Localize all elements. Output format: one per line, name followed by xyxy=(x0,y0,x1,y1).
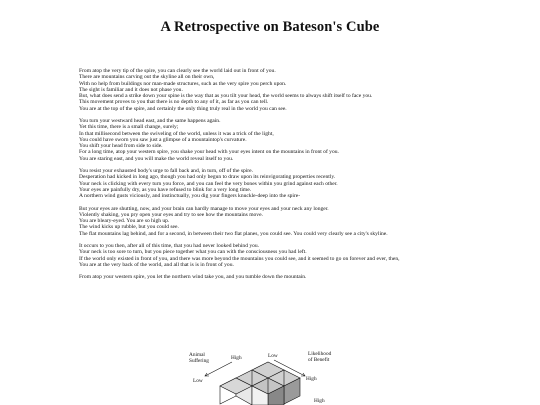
label-low-left: Low xyxy=(193,378,203,384)
page-title: A Retrospective on Bateson's Cube xyxy=(160,19,380,35)
label-high-right: High xyxy=(306,376,317,382)
text-line: There are mountains carving out the skyline all on their own, xyxy=(79,74,215,81)
label-animal-suffering-2: Suffering xyxy=(189,358,209,364)
text-line: The sight is familiar and it does not phase you. xyxy=(79,86,183,93)
paragraph-2 xyxy=(79,118,469,162)
text-line: It occurs to you then, after all of this time, that you had never looked behind you. xyxy=(79,243,260,250)
text-line: You could have sworn you saw just a glimpse of a mountaintop's curvature. xyxy=(79,136,247,143)
text-line: In that millisecond between the swiveling of the world, unless it was a trick of the light, xyxy=(79,130,274,137)
text-line: The flat mountains lag behind, and for a second, in between their two flat planes, you could see. You could very clearly see a city's skyline. xyxy=(79,230,388,237)
text-line: You are bleary-eyed. You are so high up. xyxy=(79,218,170,225)
text-line: The wind kicks up rubble, but you could see. xyxy=(79,224,179,231)
label-animal-suffering-1: Animal xyxy=(189,352,205,358)
label-low-top: Low xyxy=(268,353,278,359)
bateson-cube-diagram xyxy=(188,348,350,405)
label-high-bottom: High xyxy=(314,398,325,404)
paragraph-6 xyxy=(79,274,469,280)
text-line: Yet this time, there is a small change, surely; xyxy=(79,124,179,131)
text-line: You are staring east, and you will make the world reveal itself to you. xyxy=(79,155,234,162)
bateson-cube-figure xyxy=(188,348,350,405)
text-line: For a long time, atop your western spire, you shake your head with your eyes intent on the mountains in front of you. xyxy=(79,149,339,156)
text-line: You are at the very back of the world, and all that is is in front of you. xyxy=(79,261,234,268)
label-likelihood-1: Likelihood xyxy=(308,351,332,357)
text-line: A northern wind gusts viciously, and instinctually, you dig your fingers knuckle-deep into the spire- xyxy=(79,193,301,200)
text-line: From atop the very tip of the spire, you can clearly see the world laid out in front of you. xyxy=(79,68,276,74)
poem-body xyxy=(79,68,469,287)
text-line: You shift your head from side to side. xyxy=(79,143,163,150)
paragraph-3 xyxy=(79,168,469,199)
paragraph-4 xyxy=(79,206,469,237)
text-line: Your neck is clicking with every turn you force, and you can feel the very bones within you grind against each other. xyxy=(79,180,338,187)
label-likelihood-2: of Benefit xyxy=(308,357,330,363)
text-line: From atop your western spire, you let the northern wind take you, and you tumble down the mountain. xyxy=(79,274,307,281)
paragraph-1 xyxy=(79,68,469,112)
paragraph-5 xyxy=(79,243,469,268)
text-line: Violently shaking, you pry open your eyes and try to see how the mountains move. xyxy=(79,211,263,218)
text-line: With no help from buildings nor man-made structures, such as the very spire you perch upon. xyxy=(79,80,287,87)
text-line: This movement proves to you that there is no depth to any of it, as far as you can tell. xyxy=(79,99,269,106)
text-line: Your neck is too sore to turn, but you piece together what you can with the consciousness you had left. xyxy=(79,249,307,256)
text-line: But your eyes are shutting, now, and your brain can hardly manage to move your eyes and your neck any longer. xyxy=(79,205,329,212)
text-line: You turn your westward head east, and the same happens again. xyxy=(79,118,221,125)
text-line: Desperation had kicked in long ago, though you had only begun to draw upon its reinvigorating properties recently. xyxy=(79,174,336,181)
label-high-left: High xyxy=(231,355,242,361)
text-line: You are at the top of the spire, and certainly the only thing truly real in the world you can see. xyxy=(79,105,287,112)
text-line: Your eyes are painfully dry, as you have refused to blink for a very long time. xyxy=(79,186,252,193)
text-line: You resist your exhausted body's urge to fall back and, in turn, off of the spire. xyxy=(79,168,254,175)
text-line: But, what does send a strike down your spine is the way that as you tilt your head, the world seems to always shift itself to face you. xyxy=(79,93,373,99)
text-line: If the world only existed in front of you, and there was more beyond the mountains you could see, and it seemed to go on forever and ever, then, xyxy=(79,255,400,262)
